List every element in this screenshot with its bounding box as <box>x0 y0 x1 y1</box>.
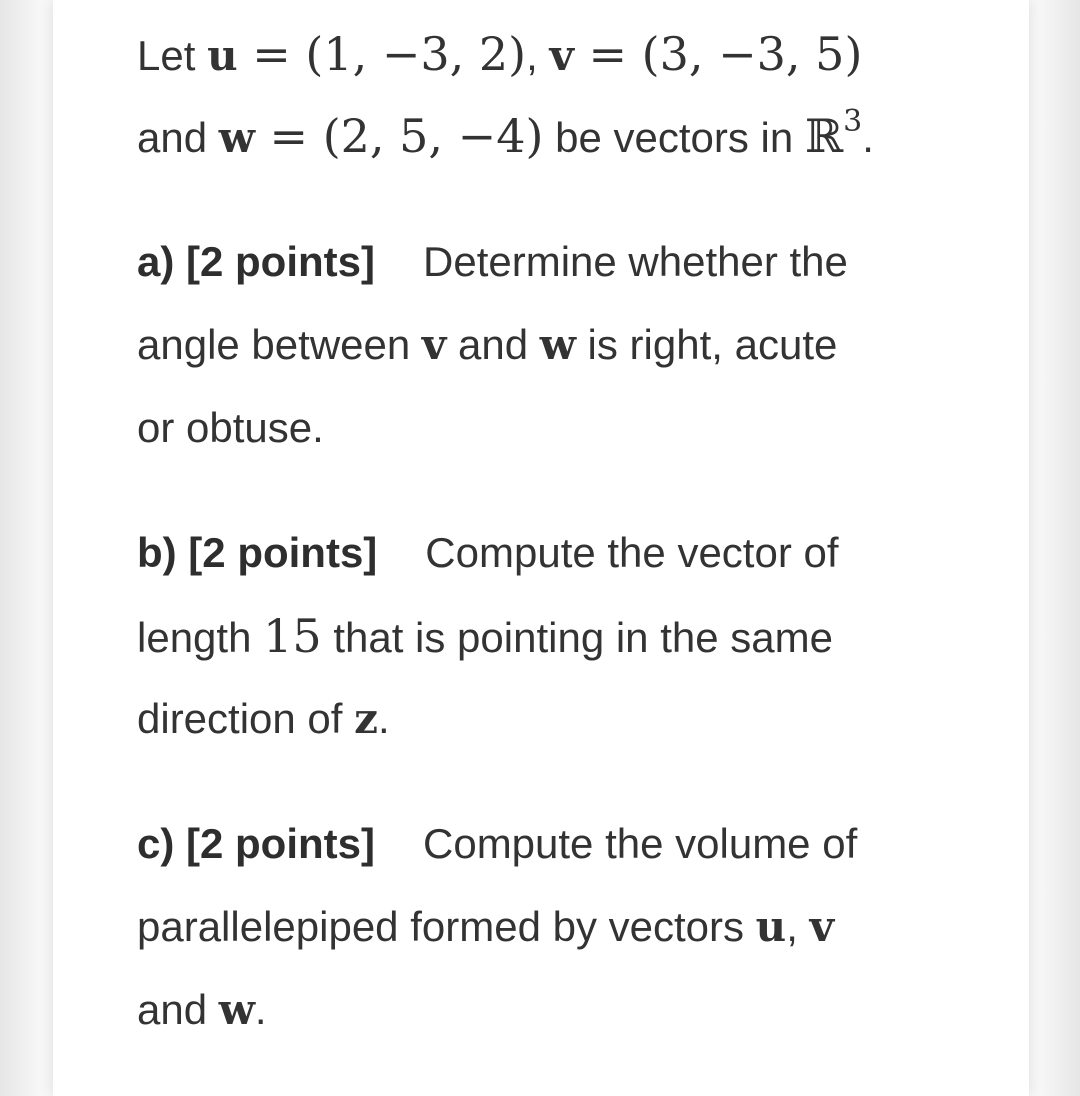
part-a-text: Determine whether the <box>423 238 848 285</box>
part-a-text: is right, acute <box>575 321 838 368</box>
intro-text: and <box>137 114 219 161</box>
part-a-line-1 <box>137 232 848 292</box>
part-c-line-3 <box>137 980 267 1040</box>
vector-w-value: = (2, 5, −4) <box>254 109 544 163</box>
vector-w-symbol: w <box>218 985 255 1034</box>
dimension-exponent: 3 <box>843 104 863 139</box>
real-space-symbol: ℝ <box>804 109 844 163</box>
part-a-line-2 <box>137 315 837 375</box>
intro-text: be vectors in <box>543 114 805 161</box>
part-a-text: or obtuse. <box>137 404 324 451</box>
part-c-line-2 <box>137 897 834 957</box>
vector-u-symbol: u <box>207 31 238 80</box>
comma: , <box>786 903 810 950</box>
vector-w-symbol: w <box>539 320 576 369</box>
part-c-text: parallelepiped formed by vectors <box>137 903 756 950</box>
intro-text: Let <box>137 32 208 79</box>
part-b-text: that is pointing in the same <box>321 614 833 661</box>
vector-v-value: = (3, −3, 5) <box>573 27 863 81</box>
part-b-text: length <box>137 614 264 661</box>
vector-v-symbol: v <box>809 902 834 951</box>
vector-v-symbol: v <box>549 31 574 80</box>
vector-u-symbol: u <box>755 902 787 951</box>
part-b-text: direction of <box>137 695 355 742</box>
vector-v-symbol: v <box>421 320 447 369</box>
part-a-text: angle between <box>137 321 422 368</box>
part-a-line-3 <box>137 398 324 458</box>
part-b-line-1 <box>137 523 839 583</box>
part-b-line-2 <box>137 606 833 666</box>
part-c-line-1 <box>137 814 857 874</box>
vector-z-symbol: z <box>354 694 378 743</box>
part-c-text: Compute the volume of <box>423 820 858 867</box>
intro-line-1 <box>137 24 862 84</box>
part-c-text: and <box>137 986 219 1033</box>
vector-u-value: = (1, −3, 2) <box>237 27 527 81</box>
vector-w-symbol: w <box>218 113 255 162</box>
part-a-label: a) [2 points] <box>137 238 375 285</box>
intro-line-2 <box>137 106 874 166</box>
part-b-line-3 <box>137 689 390 749</box>
period: . <box>862 114 874 161</box>
comma: , <box>526 32 550 79</box>
part-b-label: b) [2 points] <box>137 529 378 576</box>
period: . <box>254 986 267 1033</box>
period: . <box>377 695 390 742</box>
length-value: 15 <box>263 609 322 663</box>
part-a-text: and <box>446 321 540 368</box>
part-c-label: c) [2 points] <box>137 820 375 867</box>
part-b-text: Compute the vector of <box>425 529 839 576</box>
